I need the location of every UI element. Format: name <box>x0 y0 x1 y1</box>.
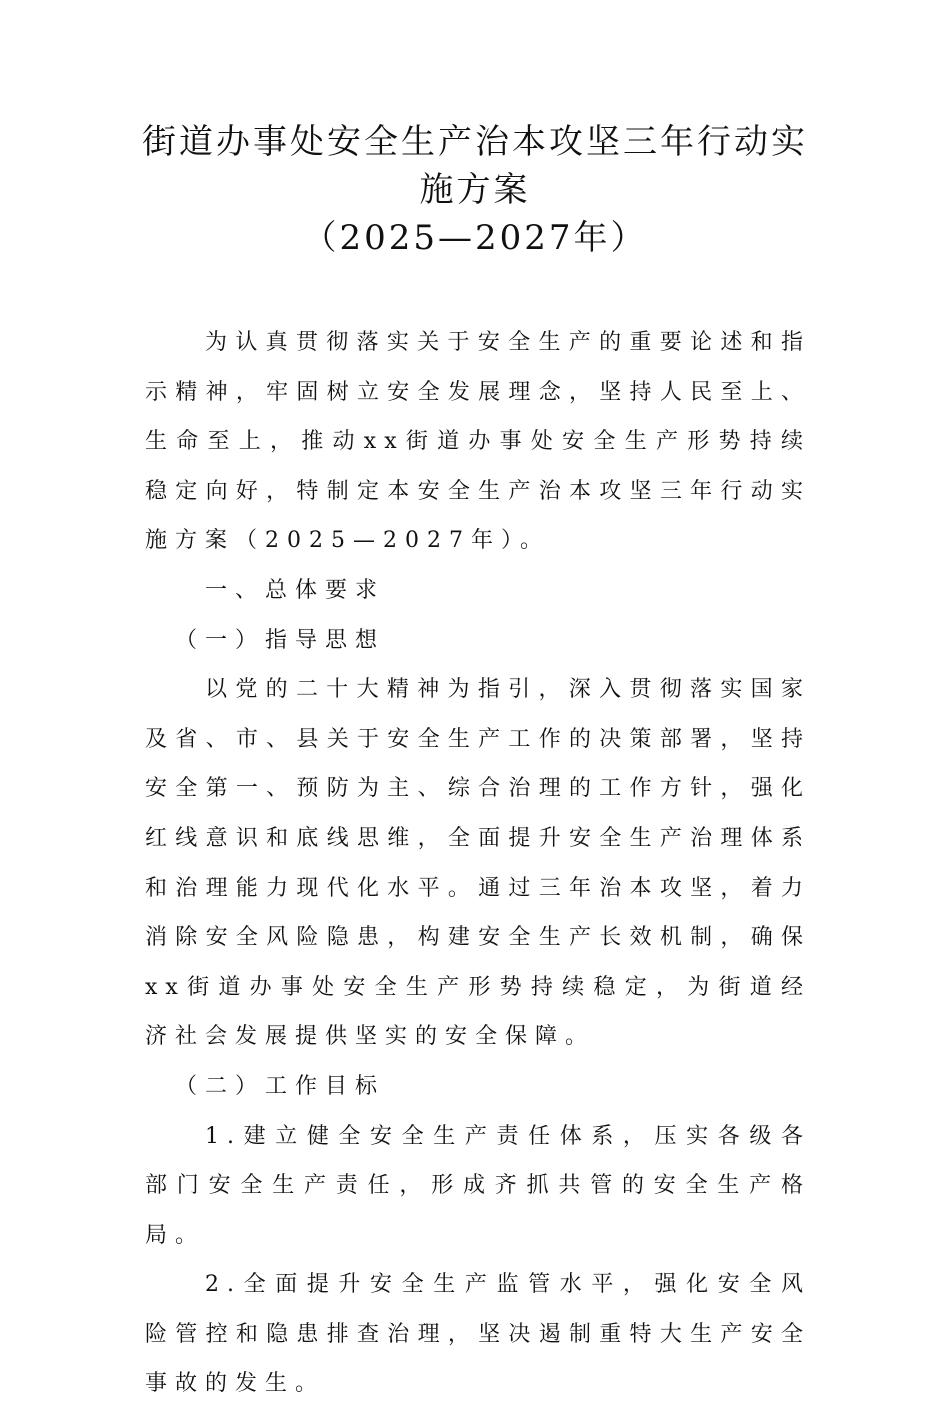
title-line-2: 施方案 <box>419 170 531 210</box>
title-line-3: （2025—2027年） <box>302 218 648 258</box>
subsection-heading: （一）指导思想 <box>175 627 386 653</box>
title-line-1: 街道办事处安全生产治本攻坚三年行动实 <box>142 122 808 162</box>
section-heading: 一、总体要求 <box>205 577 386 603</box>
subsection-heading: （二）工作目标 <box>175 1073 386 1099</box>
goal-item: 1.建立健全安全生产责任体系，压实各级各部门安全生产责任，形成齐抓共管的安全生产格局。 <box>145 1123 811 1248</box>
document-body <box>145 318 811 1409</box>
goal-item: 2.全面提升安全生产监管水平，强化安全风险管控和隐患排查治理，坚决遏制重特大生产安全事故的发生。 <box>145 1272 811 1397</box>
document-title <box>0 118 950 262</box>
body-paragraph: 以党的二十大精神为指引，深入贯彻落实国家及省、市、县关于安全生产工作的决策部署，坚持安全第一、预防为主、综合治理的工作方针，强化红线意识和底线思维，全面提升安全生产治理体系和治理能力现代化水平。通过三年治本攻坚，着力消除安全风险隐患，构建安全生产长效机制，确保xx街道办事处安全生产形势持续稳定，为街道经济社会发展提供坚实的安全保障。 <box>145 677 811 1050</box>
intro-paragraph: 为认真贯彻落实关于安全生产的重要论述和指示精神，牢固树立安全发展理念，坚持人民至上、生命至上，推动xx街道办事处安全生产形势持续稳定向好，特制定本安全生产治本攻坚三年行动实施方案（2025—2027年）。 <box>145 330 811 554</box>
